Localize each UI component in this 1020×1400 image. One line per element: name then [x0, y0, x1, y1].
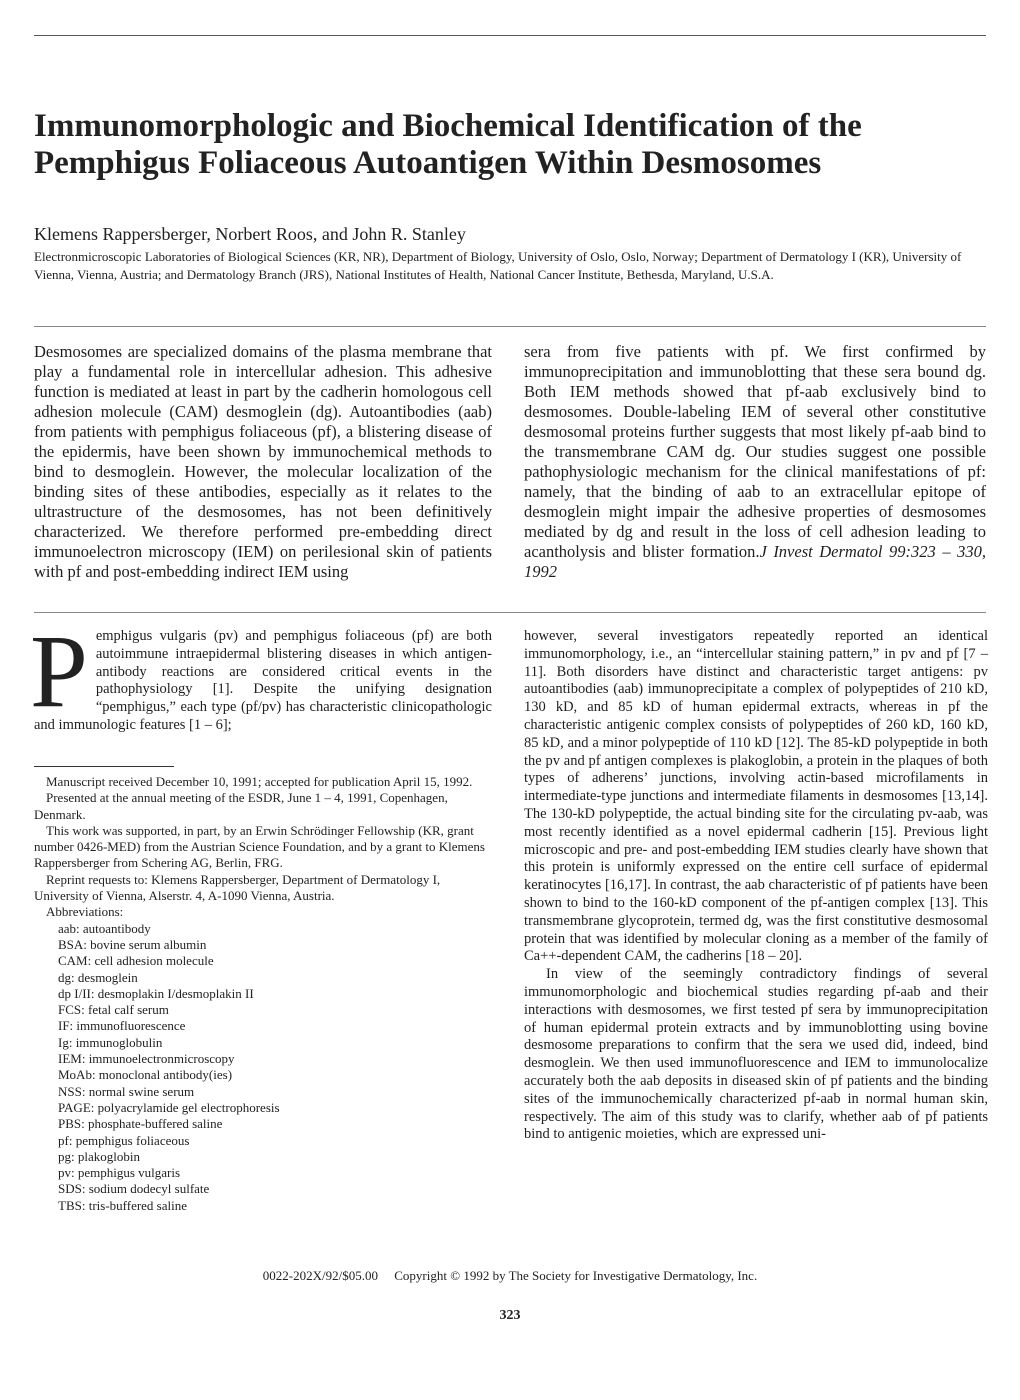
abbreviation-item: pg: plakoglobin: [58, 1148, 140, 1164]
footnote-received: Manuscript received December 10, 1991; accepted for publication April 15, 1992.: [46, 774, 473, 789]
abbreviation-item: SDS: sodium dodecyl sulfate: [58, 1181, 210, 1197]
drop-cap: P: [30, 614, 88, 729]
citation: J Invest Dermatol 99:323 – 330, 1992: [524, 542, 986, 581]
footnotes: [34, 774, 492, 1214]
abbreviation-item: PBS: phosphate-buffered saline: [58, 1116, 223, 1132]
abbreviation-item: pf: pemphigus foliaceous: [58, 1132, 190, 1148]
abbreviation-item: dg: desmoglein: [58, 969, 138, 985]
author-list: Klemens Rappersberger, Norbert Roos, and John R. Stanley: [34, 224, 466, 244]
abbreviation-item: BSA: bovine serum albumin: [58, 936, 207, 952]
abbreviation-item: TBS: tris-buffered saline: [58, 1197, 188, 1213]
article-title: Immunomorphologic and Biochemical Identification of the Pemphigus Foliaceous Autoantigen Within Desmosomes: [34, 108, 862, 182]
body-paragraph-1: however, several investigators repeatedly reported an identical immunomorphology, i.e., an “intercellular staining pattern,” in pv and pf [7 – 11]. Both disorders have distinct and characteristic target antigens: pv autoantibodies (aab) immunoprecipitate a complex of polypeptides of 210 kD, 130 kD, and 85 kD of human epidermal extracts, whereas in pf the characteristic antigenic complex consists of polypeptides of 260 kD, 160 kD, 85 kD, and a minor polypeptide of 110 kD [12]. The 85-kD polypeptide in both the pv and pf antigen complexes is plakoglobin, a protein in the plaques of both types of adherens’ junctions, involving actin-based microfilaments in intermediate-type junctions and intermediate filaments in desmosomes [13,14]. The 130-kD polypeptide, the actual binding site for the circulating pv-aab, was most recently identified as a novel epidermal cadherin [15]. Previous light microscopic and pre- and post-embedding IEM studies clearly have shown that this protein is uniformly expressed on the entire cell surface of epidermal keratinocytes [16,17]. In contrast, the aab characteristic of pf patients have been shown to bind to the 160-kD component of the pf-antigen complex [13]. This transmembrane glycoprotein, termed dg, was the first constitutive desmosomal protein that was identified by molecular cloning as a member of the family of Ca++-dependent CAM, the cadherins [18 – 20].: [524, 628, 988, 965]
abstract-top-rule: [34, 326, 986, 327]
abstract-text-right: [524, 342, 986, 582]
footnote-support: This work was supported, in part, by an Erwin Schrödinger Fellowship (KR, grant number 0426-MED) from the Austrian Science Foundation, and by a grant to Klemens Rappersberger from Schering AG, Berlin, FRG.: [34, 822, 485, 871]
copyright-line: 0022-202X/92/$05.00 Copyright © 1992 by The Society for Investigative Dermatology, Inc.: [262, 1268, 758, 1283]
page-number: 323: [499, 1308, 521, 1323]
affiliations: Electronmicroscopic Laboratories of Biological Sciences (KR, NR), Department of Biology, University of Oslo, Oslo, Norway; Department of Dermatology I (KR), University of Vienna, Vienna, Austria; and Dermatology Branch (JRS), National Institutes of Health, National Cancer Institute, Bethesda, Maryland, U.S.A.: [34, 249, 962, 282]
abbreviation-item: dp I/II: desmoplakin I/desmoplakin II: [58, 985, 254, 1001]
abbreviation-item: Ig: immunoglobulin: [58, 1034, 163, 1050]
abbreviation-item: IEM: immunoelectronmicroscopy: [58, 1051, 235, 1067]
abbreviation-item: CAM: cell adhesion molecule: [58, 953, 214, 969]
abbreviation-item: NSS: normal swine serum: [58, 1083, 195, 1099]
intro-paragraph: [30, 614, 492, 735]
body-paragraph-2: In view of the seemingly contradictory findings of several immunomorphologic and biochemical studies regarding pf-aab and their interactions with desmosomes, we first tested pf sera by immunoprecipitation of human epidermal protein extracts and by immunoblotting using bovine desmosome preparations to confirm that the sera we used did, indeed, bind desmoglein. We then used immunofluorescence and IEM to immunolocalize accurately both the aab deposits in diseased skin of pf patients and the binding sites of the immunochemically characterized pf-aab in normal human skin, respectively. The aim of this study was to clarify, whether aab of pf patients bind to antigenic moieties, which are expressed uni-: [524, 966, 988, 1143]
abbreviation-item: FCS: fetal calf serum: [58, 1002, 169, 1018]
abstract-bottom-rule: [34, 612, 986, 613]
body-right-column: [524, 628, 988, 1144]
intro-text: emphigus vulgaris (pv) and pemphigus foliaceous (pf) are both autoimmune intraepidermal blistering diseases in which antigen-antibody reactions are considered critical events in the pathophysiology [1]. Despite the unifying designation “pemphigus,” each type (pf/pv) has characteristic clinicopathologic and immunologic features [1 – 6];: [34, 628, 492, 733]
abstract-right-text: sera from five patients with pf. We first confirmed by immunoprecipitation and immunoblotting that these sera bound dg. Both IEM methods showed that pf-aab exclusively bind to desmosomes. Double-labeling IEM of several other constitutive desmosomal proteins further suggests that most likely pf-aab bind to the transmembrane CAM dg. Our studies suggest one possible pathophysiologic mechanism for the clinical manifestations of pf: namely, that the binding of aab to an extracellular epitope of desmoglein might impair the adhesive properties of desmosomes mediated by dg and result in the loss of cell adhesion leading to acantholysis and blister formation.: [524, 342, 986, 561]
abbreviations-heading: Abbreviations:: [46, 904, 124, 920]
abstract-text-left: Desmosomes are specialized domains of the plasma membrane that play a fundamental role in intercellular adhesion. This adhesive function is mediated at least in part by the cadherin homologous cell adhesion molecule (CAM) desmoglein (dg). Autoantibodies (aab) from patients with pemphigus foliaceous (pf), a blistering disease of the epidermis, have been shown by immunochemical methods to bind to desmoglein. However, the molecular localization of the binding sites of these antibodies, especially as it relates to the ultrastructure of the desmosomes, has not been definitively characterized. We therefore performed pre-embedding direct immunoelectron microscopy (IEM) on perilesional skin of patients with pf and post-embedding indirect IEM using: [34, 342, 492, 581]
top-rule: [34, 35, 986, 36]
abbreviation-item: aab: autoantibody: [58, 920, 151, 936]
abstract-left-column: [34, 342, 492, 582]
abbreviations-list: [34, 921, 492, 1214]
abbreviation-item: MoAb: monoclonal antibody(ies): [58, 1067, 233, 1083]
footnote-presented: Presented at the annual meeting of the ESDR, June 1 – 4, 1991, Copenhagen, Denmark.: [34, 790, 448, 822]
abstract-right-column: [524, 342, 986, 582]
footnote-rule: [34, 766, 174, 767]
abbreviation-item: IF: immunofluorescence: [58, 1018, 186, 1034]
footnote-reprint: Reprint requests to: Klemens Rappersberger, Department of Dermatology I, University of Vienna, Alserstr. 4, A-1090 Vienna, Austria.: [34, 871, 441, 904]
abbreviation-item: PAGE: polyacrylamide gel electrophoresis: [58, 1099, 280, 1115]
abbreviation-item: pv: pemphigus vulgaris: [58, 1165, 181, 1181]
